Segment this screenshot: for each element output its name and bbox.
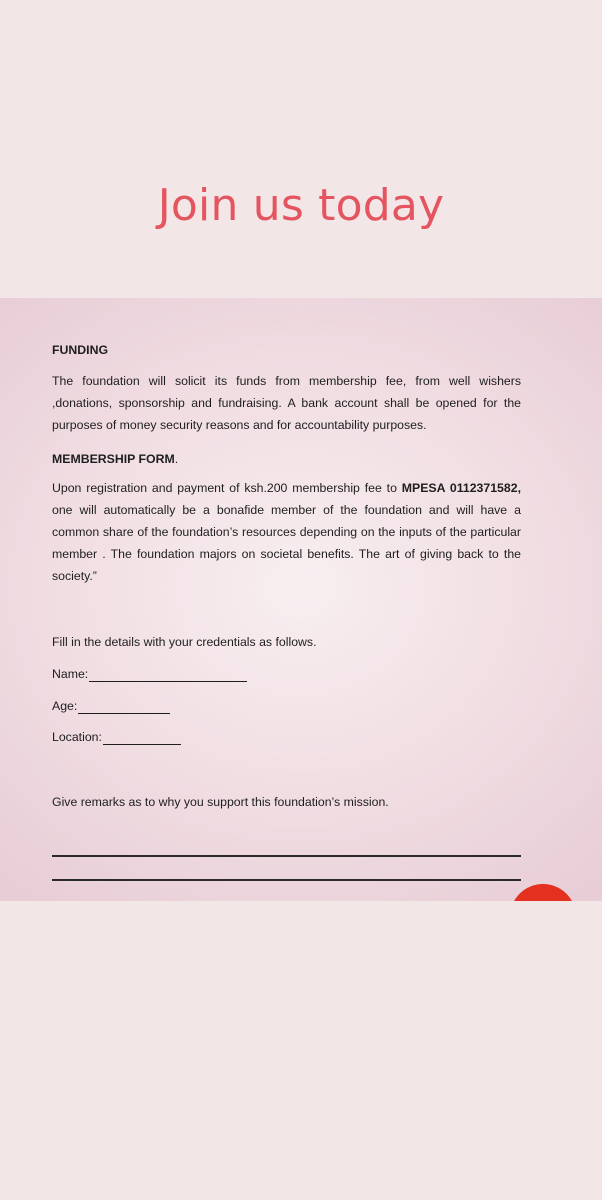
mpesa-number: MPESA 0112371582, — [401, 481, 521, 495]
location-field — [52, 729, 181, 745]
funding-paragraph: The foundation will solicit its funds from membership fee, from well wishers ,donations, sponsorship and fundraising. A bank account shall be opened for the purposes of money security reasons and for accountability purposes. — [52, 374, 521, 432]
fill-instruction: Fill in the details with your credentials as follows. — [52, 635, 317, 649]
membership-rest-text: one will automatically be a bonafide member of the foundation and will have a common share of the foundation’s resources depending on the inputs of the particular member . The foundation majors on societal benefits. The art of giving back to the society.” — [52, 503, 521, 583]
membership-section — [52, 448, 521, 470]
age-label: Age: — [52, 699, 78, 713]
location-blank-line — [103, 732, 181, 745]
name-label: Name: — [52, 667, 89, 681]
age-blank-line — [78, 701, 170, 714]
name-field — [52, 666, 247, 682]
empty-lower-area — [0, 901, 602, 1200]
header-area — [0, 0, 602, 298]
membership-intro-text: Upon registration and payment of ksh.200 membership fee to — [52, 481, 402, 495]
funding-section — [52, 342, 521, 358]
remarks-line-2 — [52, 879, 521, 881]
funding-heading: FUNDING — [52, 343, 109, 357]
name-blank-line — [89, 669, 247, 682]
membership-heading-period: . — [174, 452, 179, 466]
membership-heading: MEMBERSHIP FORM — [52, 452, 175, 466]
page-title: Join us today — [157, 180, 445, 231]
location-label: Location: — [52, 730, 102, 744]
remarks-line-1 — [52, 855, 521, 857]
membership-paragraph — [52, 477, 521, 587]
age-field — [52, 698, 170, 714]
remarks-prompt: Give remarks as to why you support this foundation’s mission. — [52, 795, 389, 809]
